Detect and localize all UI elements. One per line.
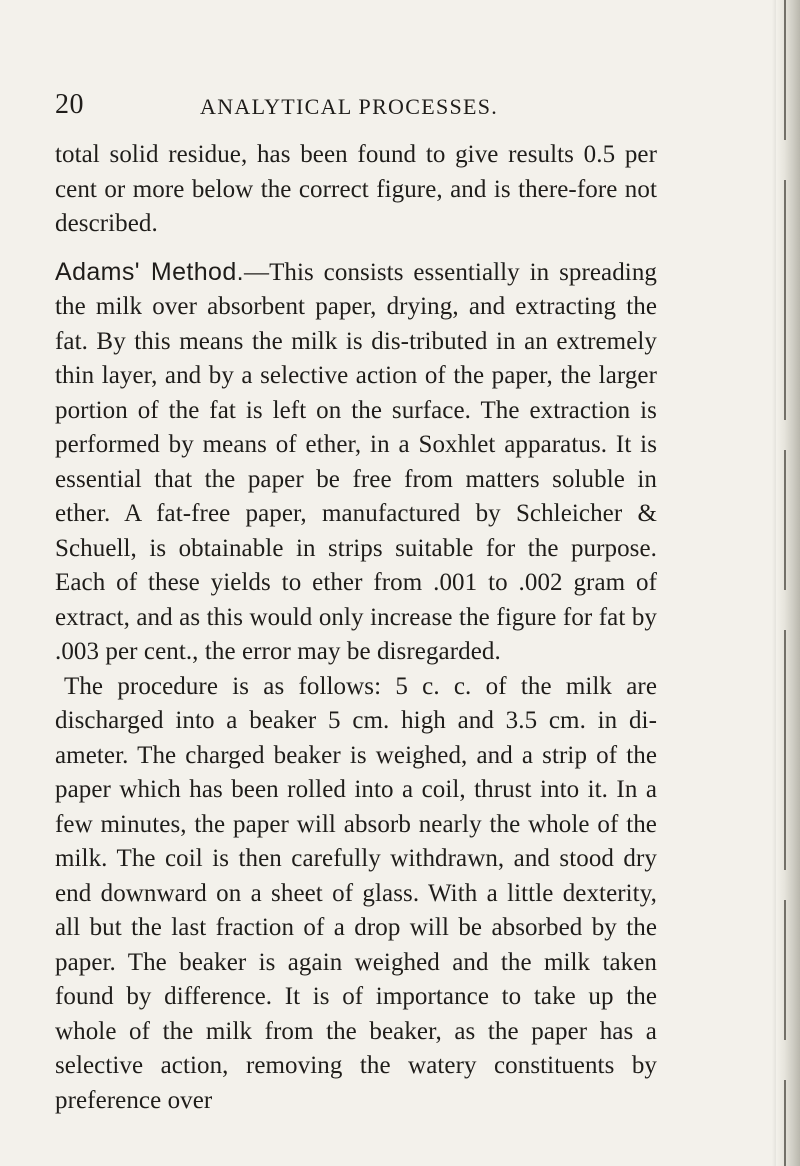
adams-method-paragraph (55, 255, 657, 670)
page-number: 20 (55, 89, 84, 120)
running-head: ANALYTICAL PROCESSES. (200, 94, 499, 119)
page-edge (776, 0, 800, 1166)
intro-text: total solid residue, has been found to give results 0.5 per cent or more below the correct figure, and is there-fore not described. (55, 141, 657, 237)
adams-method-heading: Adams' Method. (55, 257, 244, 286)
procedure-text: The procedure is as follows: 5 c. c. of the milk are discharged into a beaker 5 cm. high and 3.5 cm. in di-ameter. The charged beaker is weighed, and a strip of the paper which has been rolled into a coil, thrust into it. In a few minutes, the paper will absorb nearly the whole of the milk. The coil is then carefully withdrawn, and stood dry end downward on a sheet of glass. With a little dexterity, all but the last fraction of a drop will be absorbed by the paper. The beaker is again weighed and the milk taken found by difference. It is of importance to take up the whole of the milk from the beaker, as the paper has a selective action, removing the watery constituents by preference over (55, 672, 657, 1114)
body-text (55, 138, 657, 1131)
page-header (40, 89, 740, 125)
adams-method-text: —This consists essentially in spreading the milk over absorbent paper, drying, and extracting the fat. By this means the milk is dis-tributed in an extremely thin layer, and by a selective action of the paper, the larger portion of the fat is left on the surface. The extraction is performed by means of ether, in a Soxhlet apparatus. It is essential that the paper be free from matters soluble in ether. A fat-free paper, manufactured by Schleicher & Schuell, is obtainable in strips suitable for the purpose. Each of these yields to ether from .001 to .002 gram of extract, and as this would only increase the figure for fat by .003 per cent., the error may be disregarded. (55, 258, 657, 665)
procedure-paragraph (55, 670, 657, 1119)
intro-paragraph (55, 138, 657, 242)
